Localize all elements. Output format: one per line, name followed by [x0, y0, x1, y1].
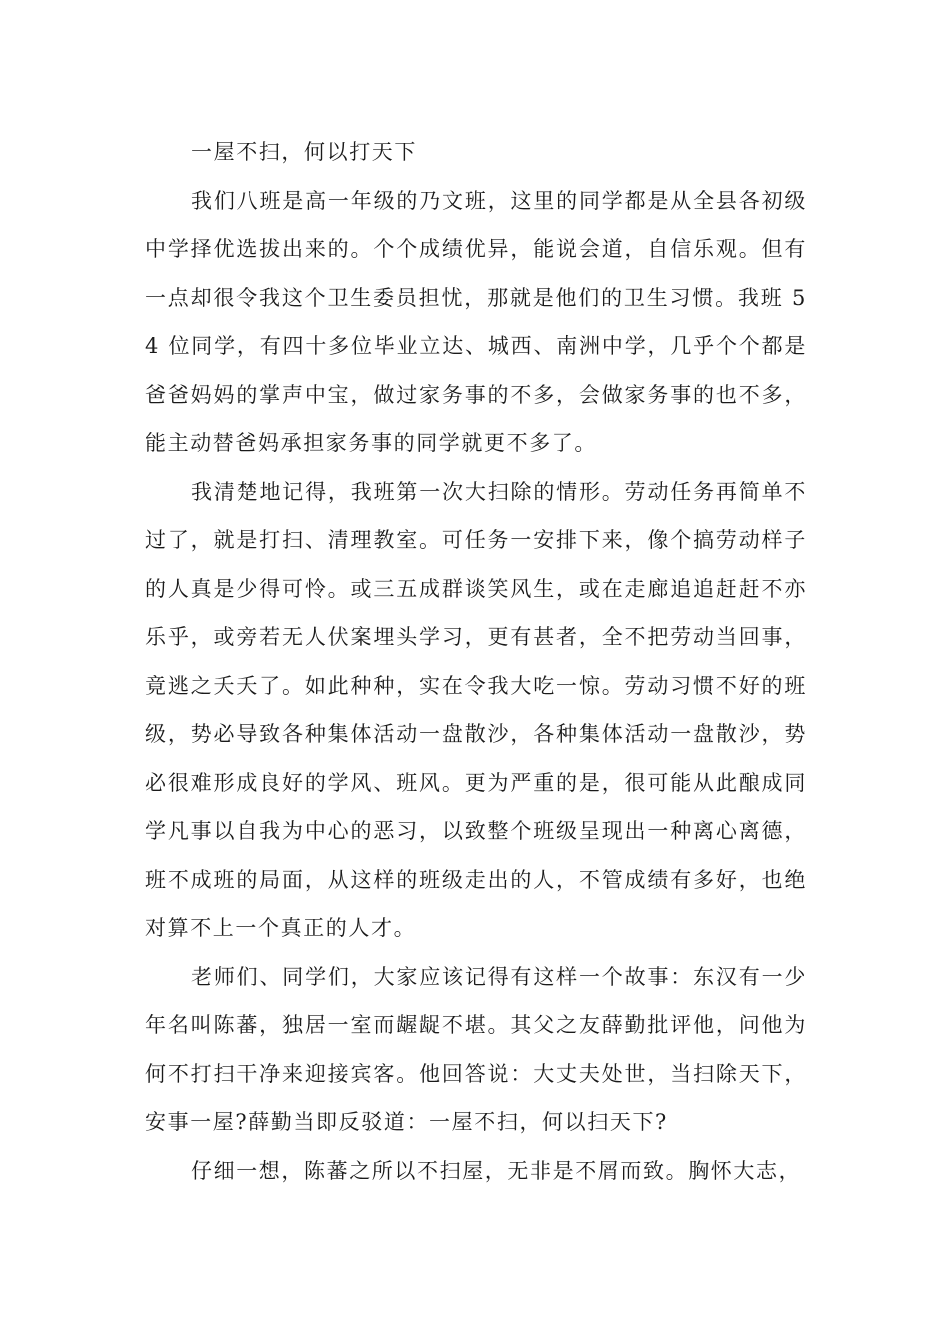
paragraph-2: 我清楚地记得，我班第一次大扫除的情形。劳动任务再简单不过了，就是打扫、清理教室。可任务一安排下来，像个搞劳动样子的人真是少得可怜。或三五成群谈笑风生，或在走廊追追赶赶不亦乐乎，或旁若无人伏案埋头学习，更有甚者，全不把劳动当回事，竟逃之夭夭了。如此种种，实在令我大吃一惊。劳动习惯不好的班级，势必导致各种集体活动一盘散沙，各种集体活动一盘散沙，势必很难形成良好的学风、班风。更为严重的是，很可能从此酿成同学凡事以自我为中心的恶习，以致整个班级呈现出一种离心离德，班不成班的局面，从这样的班级走出的人，不管成绩有多好，也绝对算不上一个真正的人才。 — [145, 479, 807, 940]
paragraph-3: 老师们、同学们，大家应该记得有这样一个故事：东汉有一少年名叫陈蕃，独居一室而龌龊不堪。其父之友薛勤批评他，问他为何不打扫干净来迎接宾客。他回答说：大丈夫处世，当扫除天下，安事一屋?薛勤当即反驳道：一屋不扫，何以扫天下? — [145, 964, 807, 1134]
paragraph-4: 仔细一想，陈蕃之所以不扫屋，无非是不屑而致。胸怀大志， — [191, 1158, 802, 1183]
paragraph-1: 我们八班是高一年级的乃文班，这里的同学都是从全县各初级中学择优选拔出来的。个个成绩优异，能说会道，自信乐观。但有一点却很令我这个卫生委员担忧，那就是他们的卫生习惯。我班 54 位同学，有四十多位毕业立达、城西、南洲中学，几乎个个都是爸爸妈妈的掌声中宝，做过家务事的不多，会做家务事的也不多，能主动替爸妈承担家务事的同学就更不多了。 — [145, 188, 807, 455]
document-title: 一屋不扫，何以打天下 — [191, 140, 417, 164]
document-body — [145, 128, 807, 1195]
